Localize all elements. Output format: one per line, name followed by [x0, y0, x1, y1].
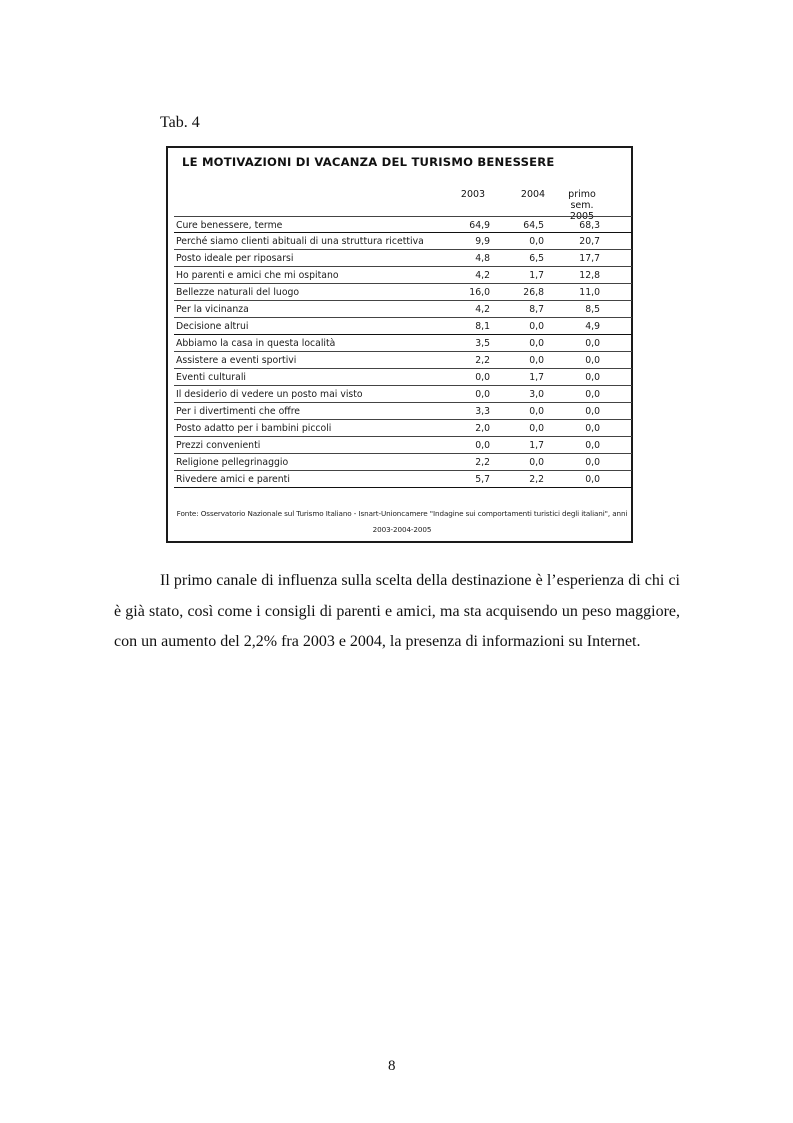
- value-2003: 3,5: [475, 338, 490, 349]
- value-2003: 2,0: [475, 423, 490, 434]
- table-row: [174, 454, 632, 471]
- row-label: Bellezze naturali del luogo: [176, 287, 300, 298]
- row-label: Religione pellegrinaggio: [176, 457, 289, 468]
- row-label: Assistere a eventi sportivi: [176, 355, 297, 366]
- value-2005: 0,0: [585, 457, 600, 468]
- value-2004: 0,0: [529, 355, 544, 366]
- row-label: Perché siamo clienti abituali di una struttura ricettiva: [176, 236, 424, 247]
- value-2003: 64,9: [469, 220, 490, 231]
- value-2005: 0,0: [585, 440, 600, 451]
- value-2004: 0,0: [529, 423, 544, 434]
- value-2003: 2,2: [475, 457, 490, 468]
- value-2003: 8,1: [475, 321, 490, 332]
- row-label: Posto adatto per i bambini piccoli: [176, 423, 332, 434]
- value-2004: 6,5: [529, 253, 544, 264]
- value-2004: 3,0: [529, 389, 544, 400]
- table-row: [174, 369, 632, 386]
- table-row: [174, 335, 632, 352]
- value-2003: 0,0: [475, 389, 490, 400]
- row-label: Cure benessere, terme: [176, 220, 283, 231]
- value-2004: 26,8: [523, 287, 544, 298]
- table-title: LE MOTIVAZIONI DI VACANZA DEL TURISMO BENESSERE: [182, 155, 555, 169]
- value-2005: 17,7: [579, 253, 600, 264]
- table-row: [174, 233, 632, 250]
- column-header-2004: 2004: [520, 189, 546, 200]
- value-2003: 0,0: [475, 440, 490, 451]
- value-2004: 0,0: [529, 406, 544, 417]
- value-2004: 8,7: [529, 304, 544, 315]
- table-row: [174, 420, 632, 437]
- table-source-note: Fonte: Osservatorio Nazionale sul Turismo Italiano - Isnart-Unioncamere "Indagine sui comportamenti turistici degli italiani", anni 2003-2004-2005: [176, 509, 628, 534]
- value-2005: 11,0: [579, 287, 600, 298]
- value-2004: 0,0: [529, 236, 544, 247]
- value-2004: 1,7: [529, 372, 544, 383]
- row-label: Per la vicinanza: [176, 304, 249, 315]
- value-2004: 0,0: [529, 457, 544, 468]
- value-2005: 0,0: [585, 389, 600, 400]
- table-row: [174, 352, 632, 369]
- value-2004: 1,7: [529, 270, 544, 281]
- row-label: Posto ideale per riposarsi: [176, 253, 294, 264]
- row-label: Il desiderio di vedere un posto mai visto: [176, 389, 363, 400]
- row-label: Rivedere amici e parenti: [176, 474, 290, 485]
- column-header-2005: primo sem. 2005: [568, 189, 596, 222]
- value-2005: 0,0: [585, 372, 600, 383]
- value-2005: 0,0: [585, 406, 600, 417]
- row-label: Prezzi convenienti: [176, 440, 261, 451]
- value-2003: 4,8: [475, 253, 490, 264]
- value-2005: 0,0: [585, 355, 600, 366]
- value-2004: 0,0: [529, 321, 544, 332]
- value-2003: 16,0: [469, 287, 490, 298]
- value-2005: 0,0: [585, 474, 600, 485]
- page-number: 8: [388, 1058, 396, 1074]
- table-row: [174, 250, 632, 267]
- value-2003: 5,7: [475, 474, 490, 485]
- value-2003: 3,3: [475, 406, 490, 417]
- column-header-2003: 2003: [460, 189, 486, 200]
- value-2003: 4,2: [475, 304, 490, 315]
- value-2004: 0,0: [529, 338, 544, 349]
- table-row: [174, 403, 632, 420]
- table-row: [174, 386, 632, 403]
- value-2005: 20,7: [579, 236, 600, 247]
- value-2003: 9,9: [475, 236, 490, 247]
- body-paragraph: Il primo canale di influenza sulla scelta della destinazione è l’esperienza di chi ci è già stato, così come i consigli di parenti e amici, ma sta acquisendo un peso maggiore, con un aumento del 2,2% fra 2003 e 2004, la presenza di informazioni su Internet.: [114, 572, 680, 650]
- value-2003: 4,2: [475, 270, 490, 281]
- row-label: Decisione altrui: [176, 321, 249, 332]
- value-2005: 4,9: [585, 321, 600, 332]
- value-2005: 8,5: [585, 304, 600, 315]
- table-row: [174, 471, 632, 488]
- value-2004: 1,7: [529, 440, 544, 451]
- table-row: [174, 267, 632, 284]
- motivations-table: [166, 146, 633, 543]
- table-row: [174, 284, 632, 301]
- table-row: [174, 301, 632, 318]
- value-2004: 64,5: [523, 220, 544, 231]
- value-2005: 68,3: [579, 220, 600, 231]
- value-2003: 2,2: [475, 355, 490, 366]
- row-label: Per i divertimenti che offre: [176, 406, 301, 417]
- table-row: [174, 437, 632, 454]
- value-2004: 2,2: [529, 474, 544, 485]
- value-2003: 0,0: [475, 372, 490, 383]
- row-label: Eventi culturali: [176, 372, 246, 383]
- table-caption: Tab. 4: [160, 114, 200, 131]
- table-body: [174, 216, 632, 488]
- value-2005: 0,0: [585, 423, 600, 434]
- value-2005: 0,0: [585, 338, 600, 349]
- table-row: [174, 216, 632, 233]
- value-2005: 12,8: [579, 270, 600, 281]
- row-label: Abbiamo la casa in questa località: [176, 338, 336, 349]
- row-label: Ho parenti e amici che mi ospitano: [176, 270, 339, 281]
- table-row: [174, 318, 632, 335]
